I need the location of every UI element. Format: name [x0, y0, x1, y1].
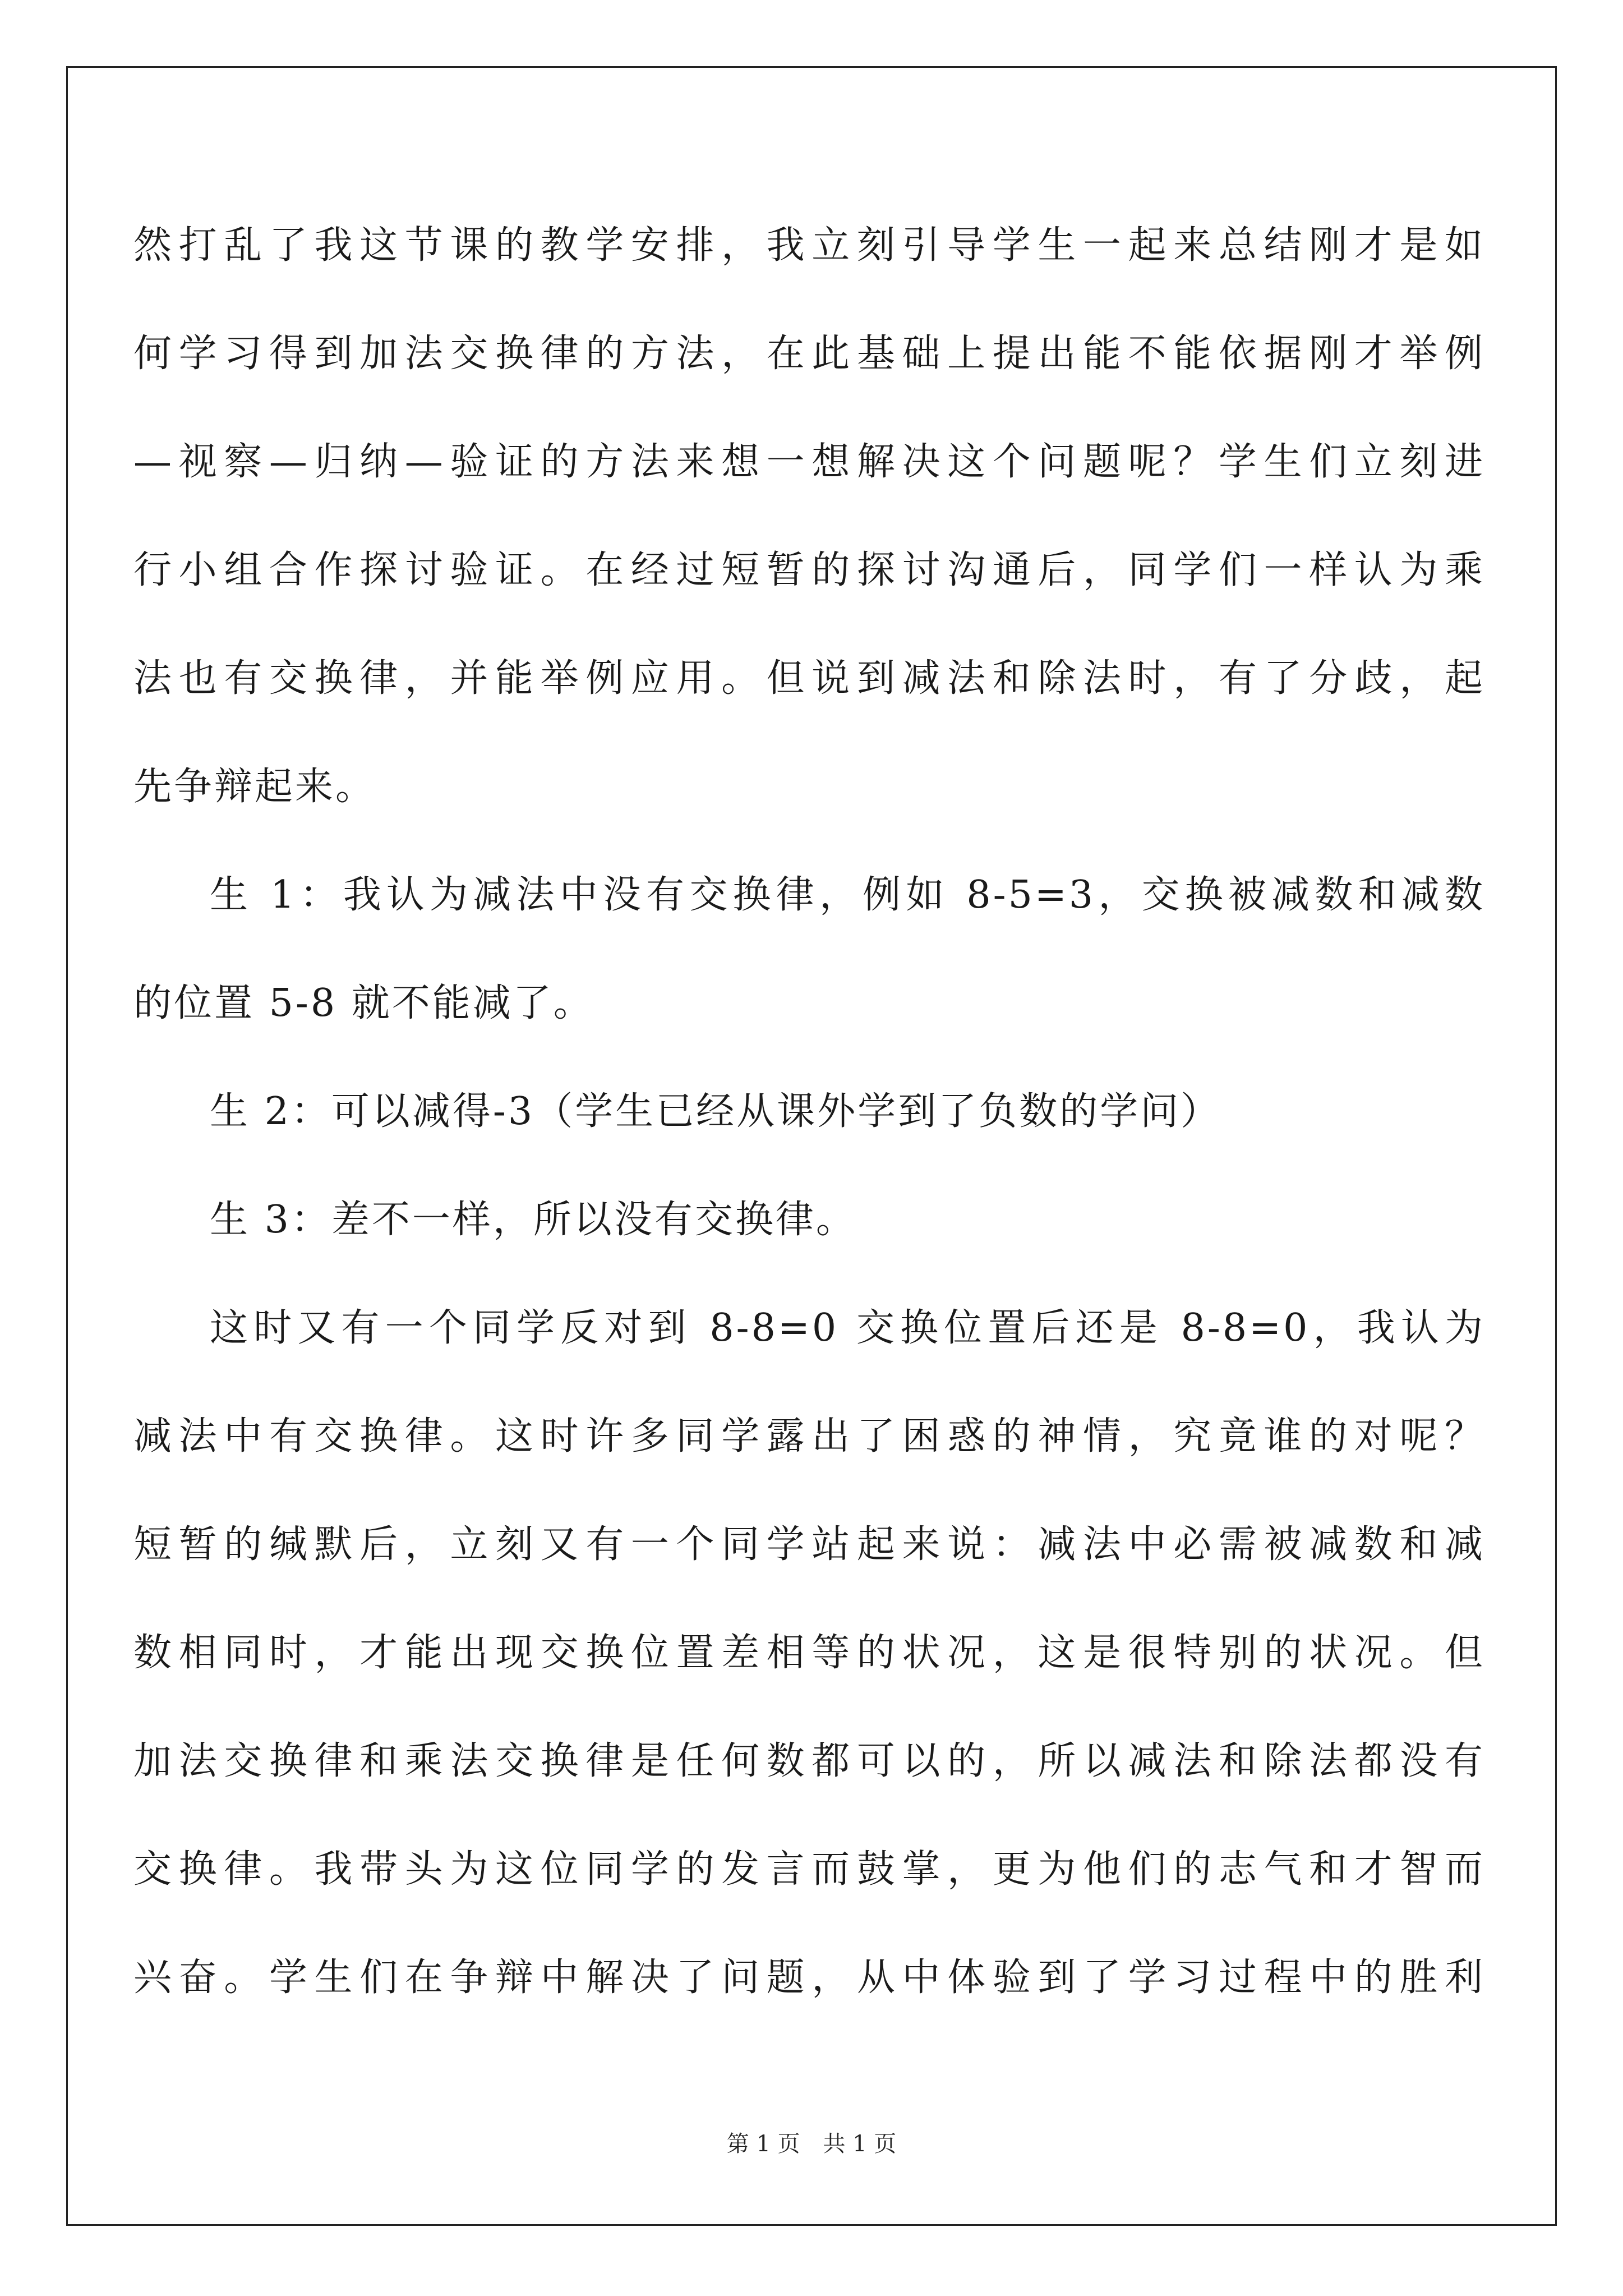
- body-text: [133, 212, 1485, 2053]
- text-line: 的位置 5-8 就不能减了。: [133, 981, 594, 1025]
- page-total: 共 1 页: [823, 2131, 897, 2157]
- text-line: 兴奋。学生们在争辩中解决了问题，从中体验到了学习过程中的胜利: [133, 1955, 1485, 2000]
- text-line: 先争辩起来。: [133, 765, 376, 809]
- text-line: 数相同时，才能出现交换位置差相等的状况，这是很特别的状况。但: [133, 1631, 1485, 1675]
- text-line: 减法中有交换律。这时许多同学露出了困惑的神情，究竟谁的对呢？: [133, 1414, 1485, 1458]
- text-line: 何学习得到加法交换律的方法，在此基础上提出能不能依据刚才举例: [133, 332, 1485, 376]
- page-number: 第 1 页: [726, 2131, 800, 2157]
- page-footer: [0, 2126, 1623, 2158]
- text-line: 交换律。我带头为这位同学的发言而鼓掌，更为他们的志气和才智而: [133, 1847, 1485, 1892]
- text-line: 生 1：我认为减法中没有交换律，例如 8-5=3，交换被减数和减数: [210, 873, 1485, 917]
- text-line: —视察—归纳—验证的方法来想一想解决这个问题呢？学生们立刻进: [133, 440, 1485, 484]
- text-line: 这时又有一个同学反对到 8-8=0 交换位置后还是 8-8=0，我认为: [210, 1306, 1485, 1350]
- text-line: 短暂的缄默后，立刻又有一个同学站起来说：减法中必需被减数和减: [133, 1522, 1485, 1567]
- text-line: 然打乱了我这节课的教学安排，我立刻引导学生一起来总结刚才是如: [133, 223, 1485, 268]
- text-line: 行小组合作探讨验证。在经过短暂的探讨沟通后，同学们一样认为乘: [133, 548, 1485, 592]
- text-line: 生 2：可以减得-3（学生已经从课外学到了负数的学问）: [210, 1089, 1221, 1134]
- text-line: 加法交换律和乘法交换律是任何数都可以的，所以减法和除法都没有: [133, 1739, 1485, 1783]
- text-line: 生 3：差不一样，所以没有交换律。: [210, 1198, 856, 1242]
- text-line: 法也有交换律，并能举例应用。但说到减法和除法时，有了分歧，起: [133, 656, 1485, 701]
